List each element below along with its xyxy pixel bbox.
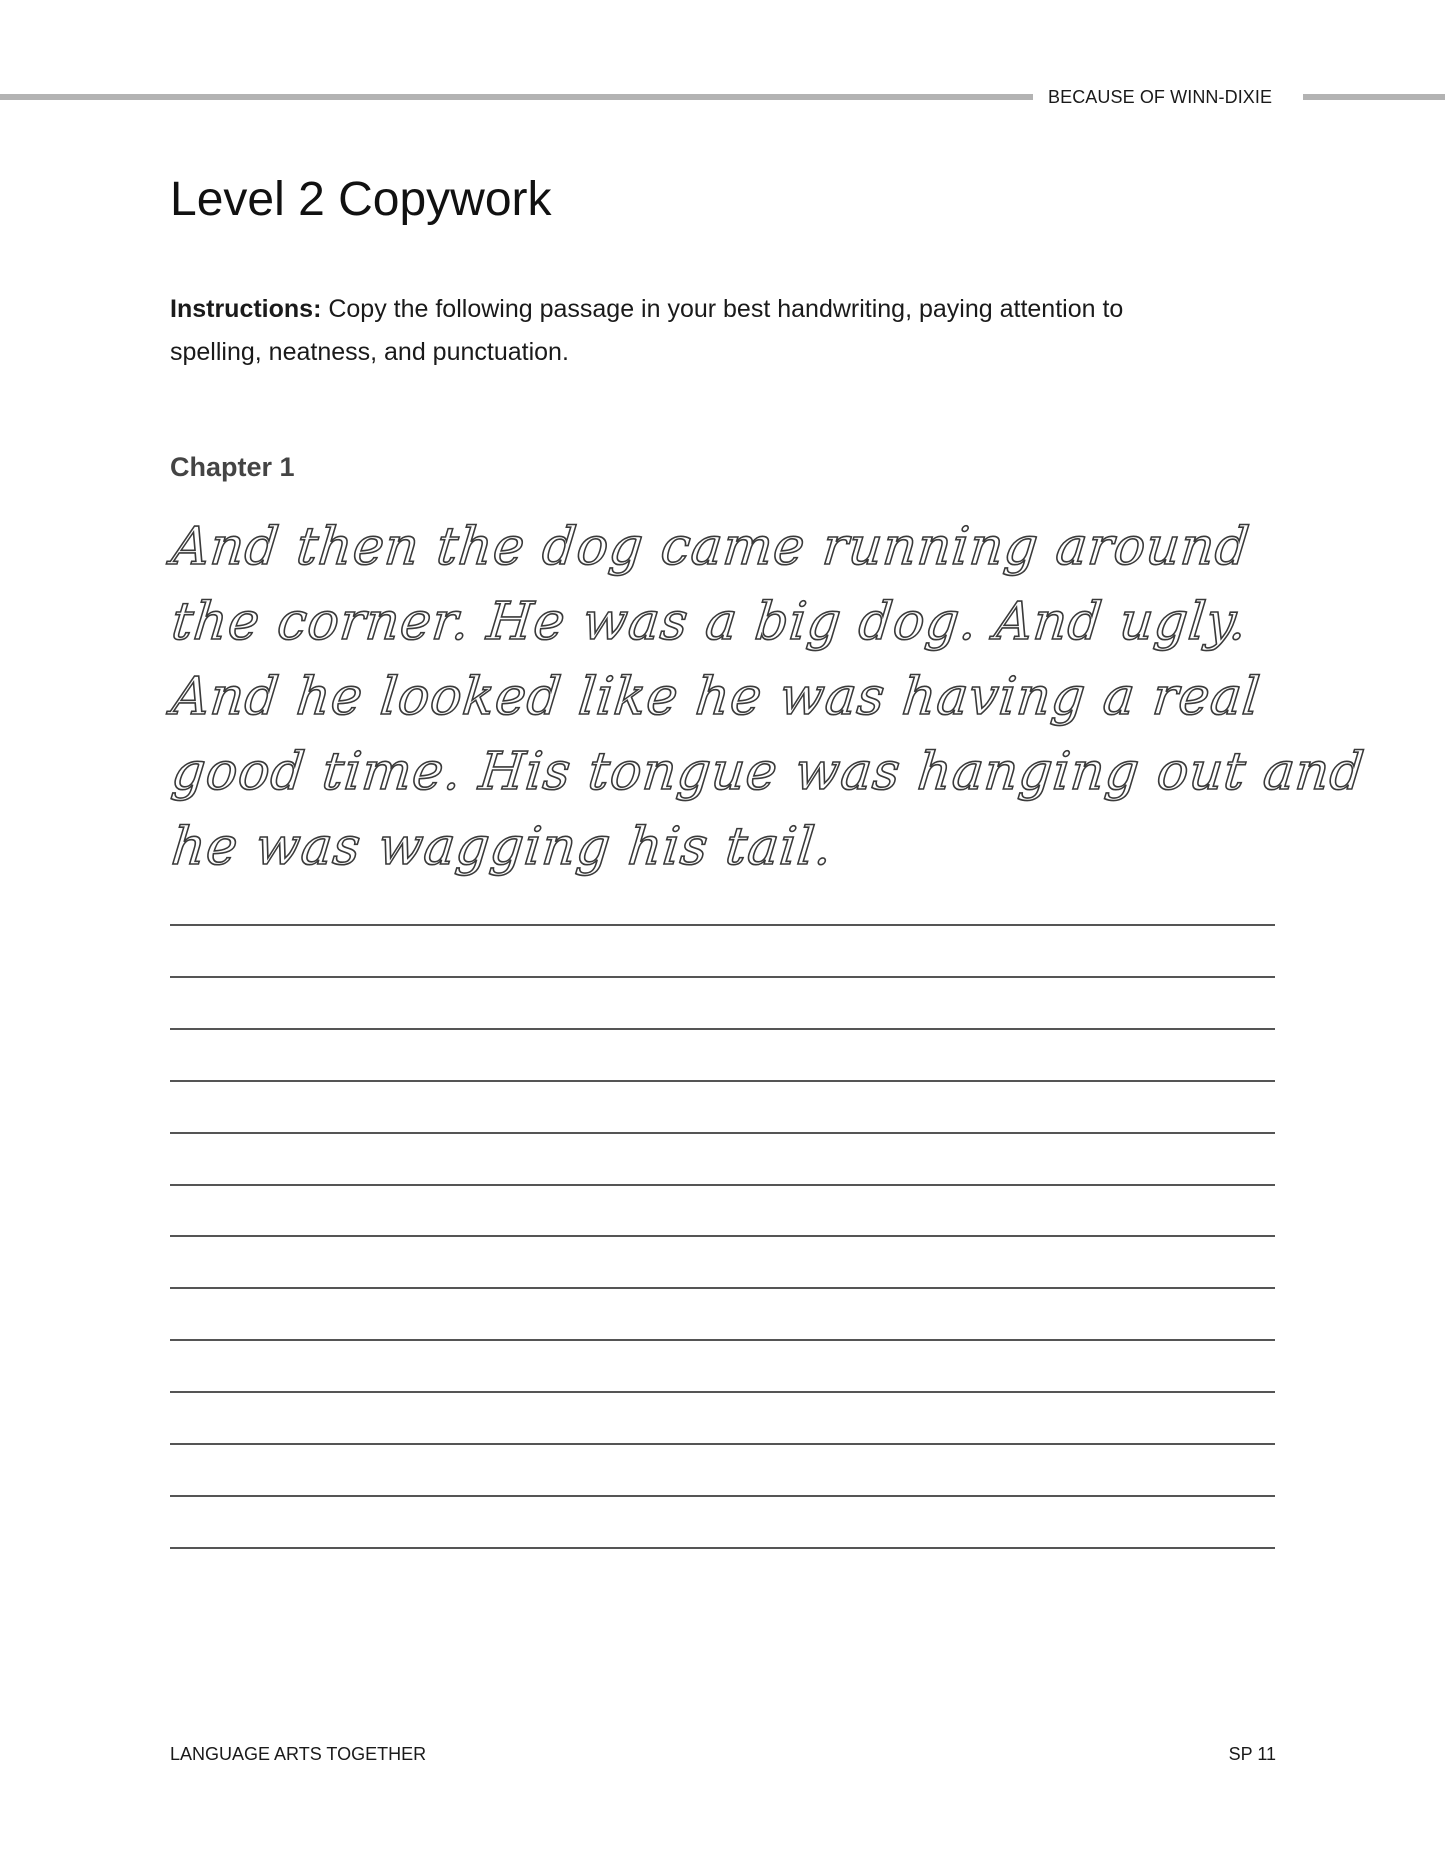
writing-line <box>170 1339 1275 1341</box>
writing-line <box>170 1235 1275 1237</box>
passage-line: the corner. He was a big dog. And ugly. <box>168 592 1251 652</box>
instructions <box>170 288 1190 374</box>
instructions-text: Copy the following passage in your best handwriting, paying attention to spelling, neatness, and punctuation. <box>170 295 1124 366</box>
writing-line <box>170 1443 1275 1445</box>
passage-line: good time. His tongue was hanging out and <box>168 742 1368 802</box>
writing-line <box>170 1495 1275 1497</box>
writing-line <box>170 1184 1275 1186</box>
footer-series-title: LANGUAGE ARTS TOGETHER <box>170 1744 427 1764</box>
writing-line <box>170 1547 1275 1549</box>
page-title: Level 2 Copywork <box>170 173 552 226</box>
writing-line <box>170 1028 1275 1030</box>
writing-line <box>170 976 1275 978</box>
writing-line <box>170 1287 1275 1289</box>
writing-line <box>170 1391 1275 1393</box>
passage-line: And then the dog came running around <box>168 517 1253 577</box>
book-title: BECAUSE OF WINN-DIXIE <box>1048 87 1273 107</box>
passage-line: he was wagging his tail. <box>168 817 836 877</box>
writing-line <box>170 924 1275 926</box>
chapter-heading: Chapter 1 <box>170 452 295 482</box>
passage-line: And he looked like he was having a real <box>168 667 1264 727</box>
page-number: SP 11 <box>1228 1744 1276 1764</box>
writing-line <box>170 1080 1275 1082</box>
instructions-label: Instructions: <box>170 295 322 323</box>
header-rule-right <box>1303 94 1445 100</box>
header-rule-left <box>0 94 1033 100</box>
writing-line <box>170 1132 1275 1134</box>
cursive-passage <box>168 510 1368 885</box>
